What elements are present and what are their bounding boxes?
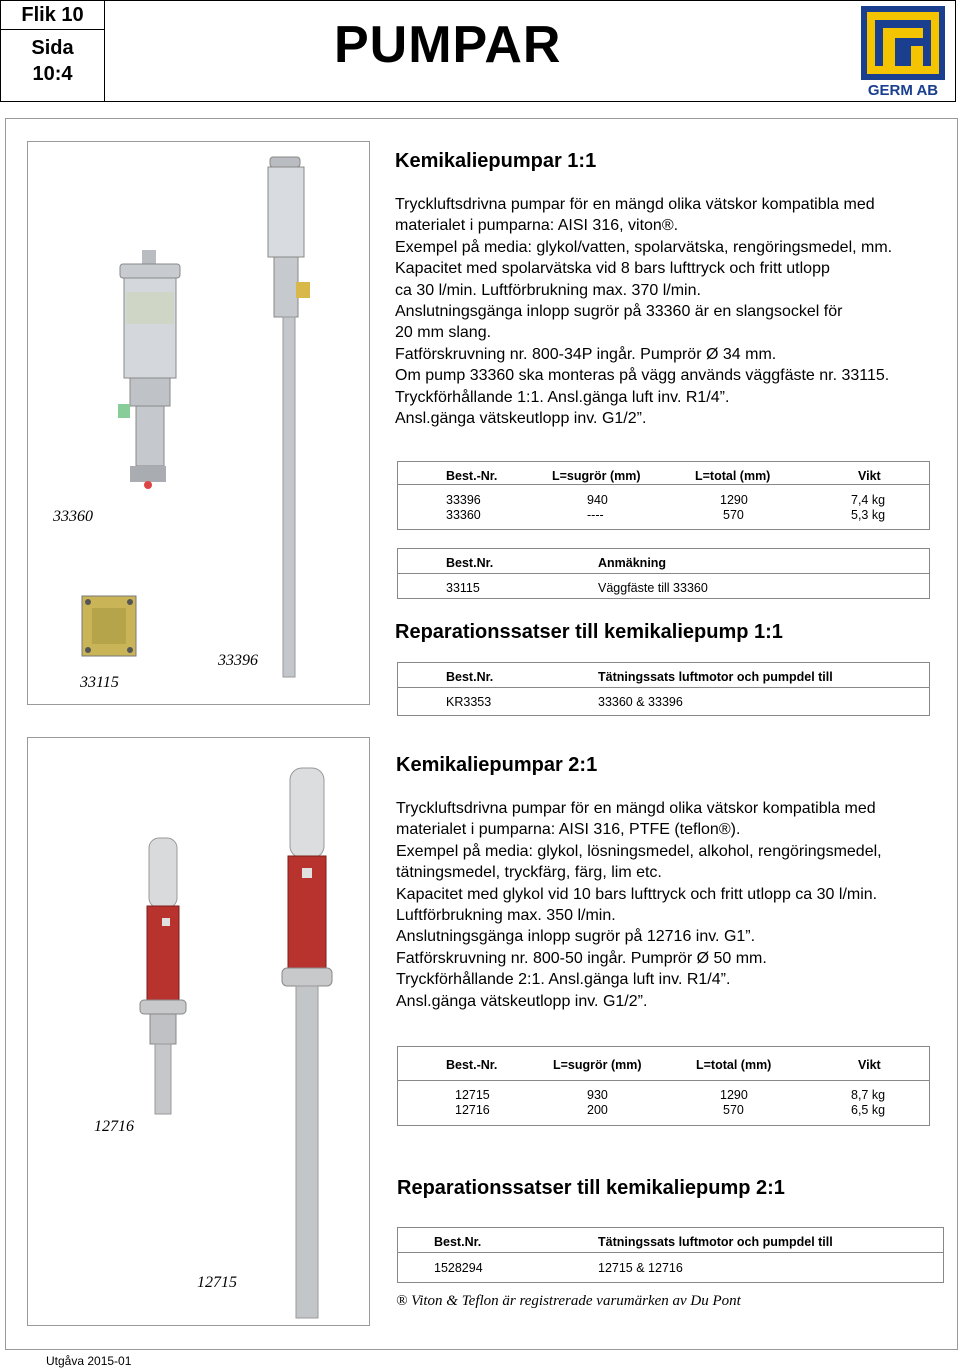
- table-cell: 33115: [446, 581, 480, 595]
- edition-footer: Utgåva 2015-01: [46, 1354, 132, 1368]
- table-cell: 6,5 kg: [851, 1103, 886, 1117]
- table-cell: 12715: [455, 1088, 490, 1102]
- pump-12715-icon: [282, 768, 332, 1318]
- table-cell: 1528294: [434, 1261, 483, 1275]
- description-line: tätningsmedel, tryckfärg, färg, lim etc.: [396, 864, 662, 882]
- table-divider: [398, 484, 929, 485]
- description-line: Ansl.gänga vätskeutlopp inv. G1/2”.: [396, 992, 648, 1010]
- description-line: Fatförskruvning nr. 800-34P ingår. Pumprör Ø 34 mm.: [395, 345, 777, 363]
- pump-photo-frame-2: [27, 737, 370, 1326]
- repair-heading-2-1: Reparationssatser till kemikaliepump 2:1: [397, 1177, 785, 1199]
- description-line: Tryckförhållande 1:1. Ansl.gänga luft inv. R1/4”.: [395, 388, 730, 406]
- caption-33115: 33115: [80, 674, 119, 691]
- description-line: Ansl.gänga vätskeutlopp inv. G1/2”.: [395, 409, 647, 427]
- caption-12716: 12716: [94, 1118, 134, 1135]
- col-header-anmarkning: Anmäkning: [598, 556, 667, 570]
- table-divider: [398, 1080, 929, 1081]
- pump-33396-icon: [268, 157, 310, 677]
- description-line: materialet i pumparna: AISI 316, PTFE (teflon®).: [396, 821, 741, 839]
- description-line: Tryckförhållande 2:1. Ansl.gänga luft inv. R1/4”.: [396, 971, 731, 989]
- section-heading-1-1: Kemikaliepumpar 1:1: [395, 150, 597, 172]
- pump-1-1-table: [397, 461, 930, 530]
- table-cell: ----: [587, 508, 604, 522]
- col-header-total: L=total (mm): [696, 1058, 772, 1072]
- col-header-best-nr: Best.Nr.: [434, 1235, 482, 1249]
- table-cell: 940: [587, 493, 608, 507]
- trademark-footnote: ® Viton & Teflon är registrerade varumärken av Du Pont: [396, 1293, 741, 1309]
- page-label: [1, 35, 104, 87]
- col-header-tatningssats: Tätningssats luftmotor och pumpdel till: [598, 1235, 833, 1249]
- table-cell: 1290: [720, 493, 748, 507]
- repair-heading-1-1: Reparationssatser till kemikaliepump 1:1: [395, 621, 783, 643]
- page-header: [0, 0, 956, 102]
- description-line: Exempel på media: glykol/vatten, spolarvätska, rengöringsmedel, mm.: [395, 238, 893, 256]
- table-cell: 1290: [720, 1088, 748, 1102]
- table-cell: 33396: [446, 493, 481, 507]
- pump-33360-icon: [118, 250, 180, 489]
- table-divider: [398, 1252, 943, 1253]
- table-cell: 12716: [455, 1103, 490, 1117]
- table-divider: [398, 687, 929, 688]
- caption-33396: 33396: [218, 652, 258, 669]
- germ-logo-icon: [859, 6, 947, 98]
- col-header-vikt: Vikt: [858, 1058, 881, 1072]
- col-header-total: L=total (mm): [695, 469, 771, 483]
- col-header-best-nr: Best.-Nr.: [446, 1058, 498, 1072]
- repair-table-2-1: [397, 1227, 944, 1283]
- description-line: Anslutningsgänga inlopp sugrör på 12716 inv. G1”.: [396, 928, 756, 946]
- table-cell: 33360 & 33396: [598, 695, 683, 709]
- description-line: materialet i pumparna: AISI 316, viton®.: [395, 217, 679, 235]
- svg-text:GERM AB: GERM AB: [867, 82, 939, 98]
- description-line: Om pump 33360 ska monteras på vägg används väggfäste nr. 33115.: [395, 367, 890, 385]
- table-cell: 33360: [446, 508, 481, 522]
- pump-12716-icon: [140, 838, 186, 1114]
- description-line: 20 mm slang.: [395, 324, 492, 342]
- pump-2-1-table: [397, 1046, 930, 1126]
- description-line: Exempel på media: glykol, lösningsmedel, alkohol, rengöringsmedel,: [396, 842, 882, 860]
- bracket-table: [397, 548, 930, 599]
- table-cell: 200: [587, 1103, 608, 1117]
- page-number: 10:4: [32, 63, 73, 85]
- col-header-sugror: L=sugrör (mm): [553, 1058, 642, 1072]
- pump-1-1-illustration: [28, 142, 369, 704]
- pump-2-1-illustration: [28, 738, 369, 1325]
- table-cell: 12715 & 12716: [598, 1261, 683, 1275]
- section-heading-2-1: Kemikaliepumpar 2:1: [396, 754, 598, 776]
- repair-table-1-1: [397, 662, 930, 716]
- col-header-sugror: L=sugrör (mm): [552, 469, 641, 483]
- description-line: Fatförskruvning nr. 800-50 ingår. Pumprör Ø 50 mm.: [396, 949, 767, 967]
- page-label-text: Sida: [31, 37, 74, 59]
- description-line: Tryckluftsdrivna pumpar för en mängd olika vätskor kompatibla med: [396, 800, 876, 817]
- table-cell: KR3353: [446, 695, 492, 709]
- description-line: Tryckluftsdrivna pumpar för en mängd olika vätskor kompatibla med: [395, 196, 875, 213]
- table-cell: 930: [587, 1088, 608, 1102]
- table-divider: [398, 573, 929, 574]
- table-cell: 570: [723, 508, 744, 522]
- col-header-best-nr: Best.Nr.: [446, 670, 494, 684]
- table-cell: 7,4 kg: [851, 493, 886, 507]
- tab-label: Flik 10: [1, 1, 104, 30]
- col-header-tatningssats: Tätningssats luftmotor och pumpdel till: [598, 670, 833, 684]
- section-2-description: [396, 798, 882, 1012]
- tab-info-cell: [1, 1, 105, 102]
- page-title: PUMPAR: [334, 16, 562, 74]
- description-line: Kapacitet med spolarvätska vid 8 bars lufttryck och fritt utlopp: [395, 260, 830, 278]
- description-line: Anslutningsgänga inlopp sugrör på 33360 är en slangsockel för: [395, 302, 843, 320]
- pump-photo-frame-1: [27, 141, 370, 705]
- wall-bracket-33115-icon: [82, 596, 136, 656]
- caption-12715: 12715: [197, 1274, 237, 1291]
- col-header-best-nr: Best.-Nr.: [446, 469, 498, 483]
- description-line: ca 30 l/min. Luftförbrukning max. 370 l/min.: [395, 281, 701, 299]
- germ-logo: [859, 6, 947, 98]
- col-header-best-nr: Best.Nr.: [446, 556, 494, 570]
- table-cell: 570: [723, 1103, 744, 1117]
- description-line: Luftförbrukning max. 350 l/min.: [396, 906, 616, 924]
- col-header-vikt: Vikt: [858, 469, 881, 483]
- section-1-description: [395, 194, 892, 429]
- table-cell: 5,3 kg: [851, 508, 886, 522]
- description-line: Kapacitet med glykol vid 10 bars lufttryck och fritt utlopp ca 30 l/min.: [396, 885, 878, 903]
- table-cell: 8,7 kg: [851, 1088, 886, 1102]
- caption-33360: 33360: [53, 508, 93, 525]
- table-cell: Väggfäste till 33360: [598, 581, 708, 595]
